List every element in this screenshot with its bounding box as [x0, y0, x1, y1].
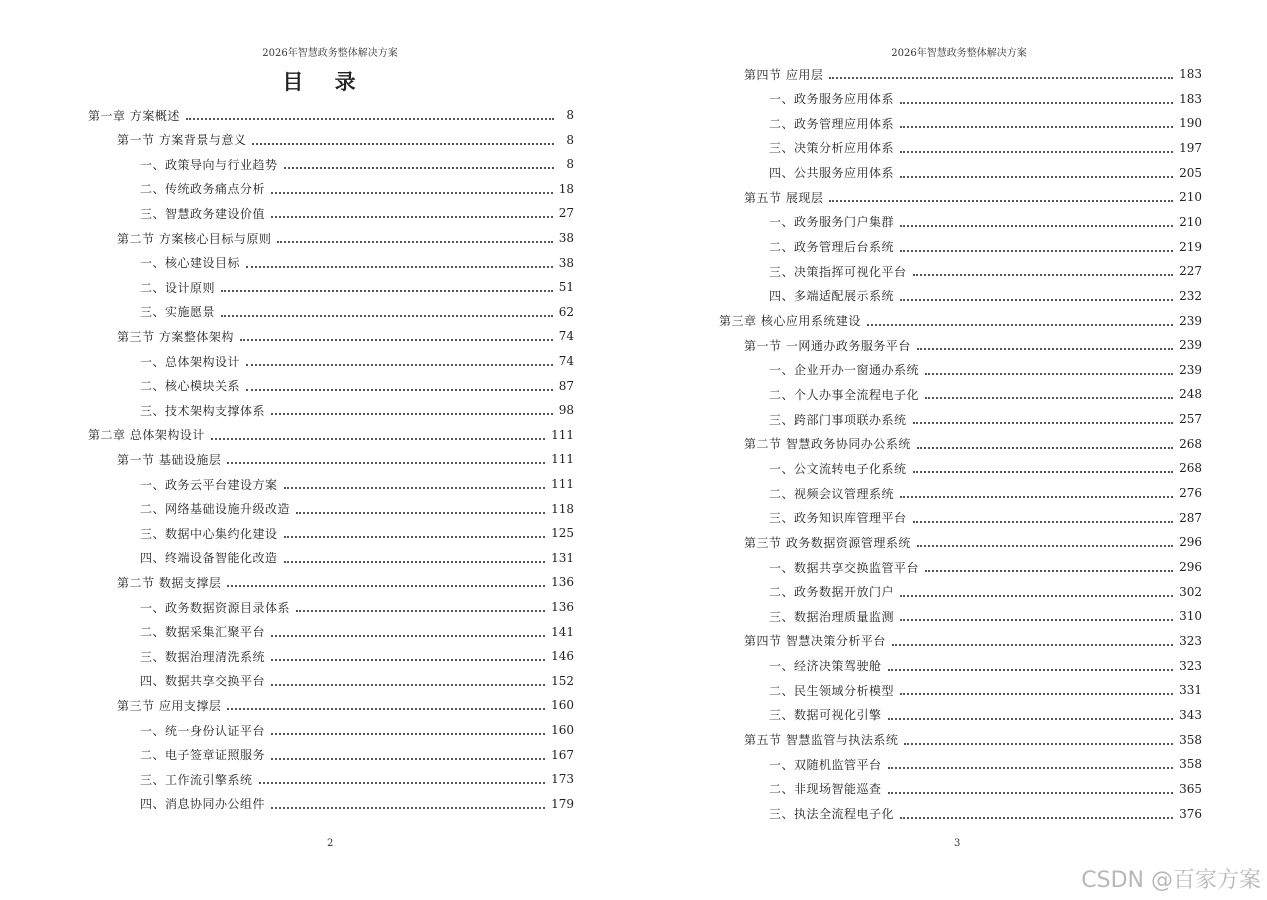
toc-entry-page: 323	[1179, 658, 1202, 673]
page-number: 3	[954, 838, 961, 849]
toc-entry-page: 131	[551, 550, 574, 565]
toc-entry-page: 287	[1179, 510, 1202, 525]
toc-entry-page: 239	[1179, 338, 1202, 353]
toc-entry-page: 179	[551, 796, 574, 811]
toc-entry-item	[140, 671, 574, 691]
dot-leader	[277, 241, 552, 243]
toc-entry-page: 358	[1179, 757, 1202, 772]
toc-entry-label: 第三节 应用支撑层	[117, 698, 222, 713]
toc-entry-label: 三、技术架构支撑体系	[140, 403, 266, 418]
toc-entry-item	[140, 400, 574, 420]
toc-entry-item	[140, 154, 574, 174]
toc-entry-label: 一、政务服务门户集群	[769, 215, 895, 230]
toc-entry-label: 二、视频会议管理系统	[769, 486, 895, 501]
watermark: CSDN @百家方案	[1081, 868, 1261, 893]
toc-entry-item	[140, 179, 574, 199]
toc-entry-item	[769, 89, 1202, 109]
toc-entry-item	[140, 302, 574, 322]
toc-entry-item	[769, 656, 1202, 676]
toc-title: 目 录	[282, 69, 368, 94]
toc-entry-page: 197	[1179, 140, 1202, 155]
toc-entry-label: 一、政务云平台建设方案	[140, 477, 278, 492]
toc-entry-page: 167	[551, 747, 574, 762]
dot-leader	[900, 102, 1173, 104]
toc-entry-page: 74	[558, 329, 574, 344]
toc-entry-item	[769, 384, 1202, 404]
toc-entry-label: 三、数据中心集约化建设	[140, 526, 278, 541]
toc-entry-label: 第一节 一网通办政务服务平台	[744, 338, 911, 353]
dot-leader	[271, 216, 553, 218]
toc-entry-label: 一、政策导向与行业趋势	[140, 157, 278, 172]
toc-entry-item	[769, 705, 1202, 725]
toc-entry-section	[117, 228, 574, 248]
toc-entry-label: 二、民生领域分析模型	[769, 683, 895, 698]
dot-leader	[925, 373, 1173, 375]
toc-entry-item	[769, 804, 1202, 824]
toc-entry-label: 一、统一身份认证平台	[140, 723, 266, 738]
toc-entry-page: 160	[551, 698, 574, 713]
dot-leader	[888, 767, 1174, 769]
page-number: 2	[327, 838, 334, 849]
dot-leader	[271, 684, 545, 686]
toc-entry-page: 239	[1179, 362, 1202, 377]
toc-entry-label: 第二章 总体架构设计	[88, 428, 205, 443]
toc-entry-page: 190	[1179, 116, 1202, 131]
toc-entry-label: 一、核心建设目标	[140, 256, 241, 271]
dot-leader	[284, 561, 546, 563]
dot-leader	[900, 619, 1173, 621]
toc-entry-page: 8	[566, 132, 574, 147]
dot-leader	[284, 167, 554, 169]
toc-entry-item	[140, 622, 574, 642]
toc-entry-item	[769, 483, 1202, 503]
toc-entry-label: 第二节 智慧政务协同办公系统	[744, 437, 911, 452]
toc-entry-label: 三、决策分析应用体系	[769, 141, 895, 156]
toc-entry-page: 38	[558, 255, 574, 270]
toc-entry-label: 一、总体架构设计	[140, 354, 241, 369]
toc-entry-label: 二、电子签章证照服务	[140, 748, 266, 763]
dot-leader	[900, 595, 1173, 597]
toc-entry-item	[769, 582, 1202, 602]
toc-entry-page: 152	[551, 673, 574, 688]
toc-entry-page: 111	[551, 427, 574, 442]
dot-leader	[271, 413, 553, 415]
toc-entry-page: 38	[558, 231, 574, 245]
dot-leader	[900, 250, 1173, 252]
toc-entry-page: 268	[1179, 461, 1202, 476]
dot-leader	[900, 176, 1173, 178]
toc-entry-page: 219	[1179, 239, 1202, 254]
toc-entry-item	[769, 237, 1202, 257]
toc-entry-label: 三、执法全流程电子化	[769, 807, 895, 821]
toc-entry-page: 74	[558, 354, 574, 368]
dot-leader	[221, 290, 553, 292]
toc-entry-label: 二、政务管理后台系统	[769, 240, 895, 255]
toc-entry-item	[140, 769, 574, 789]
toc-entry-label: 三、数据治理质量监测	[769, 609, 895, 624]
toc-entry-item	[140, 474, 574, 494]
toc-entry-page: 125	[551, 526, 574, 541]
dot-leader	[271, 192, 553, 194]
dot-leader	[888, 718, 1174, 720]
dot-leader	[829, 77, 1173, 79]
toc-entry-label: 二、政务数据开放门户	[769, 585, 895, 600]
toc-entry-page: 227	[1179, 264, 1202, 279]
toc-entry-label: 一、数据共享交换监管平台	[769, 560, 920, 575]
toc-entry-page: 257	[1179, 412, 1202, 427]
dot-leader	[900, 496, 1173, 498]
dot-leader	[246, 364, 553, 366]
toc-entry-label: 第二节 方案核心目标与原则	[117, 231, 272, 246]
toc-entry-item	[769, 458, 1202, 478]
dot-leader	[284, 536, 546, 538]
toc-entry-item	[769, 261, 1202, 281]
toc-entry-section	[744, 434, 1202, 454]
toc-entry-section	[744, 532, 1202, 552]
toc-entry-item	[140, 720, 574, 740]
toc-entry-page: 232	[1179, 288, 1202, 303]
toc-entry-page: 358	[1179, 732, 1202, 747]
dot-leader	[900, 225, 1173, 227]
dot-leader	[900, 151, 1173, 153]
toc-entry-label: 四、公共服务应用体系	[769, 166, 895, 181]
toc-entry-item	[140, 203, 574, 223]
toc-entry-page: 365	[1179, 781, 1202, 796]
toc-entry-item	[769, 508, 1202, 528]
toc-entry-label: 三、数据可视化引擎	[769, 708, 882, 723]
dot-leader	[259, 782, 546, 784]
dot-leader	[252, 143, 554, 145]
toc-entry-page: 296	[1179, 560, 1202, 574]
dot-leader	[917, 447, 1173, 449]
toc-entry-item	[140, 253, 574, 273]
dot-leader	[904, 743, 1173, 745]
toc-entry-page: 183	[1179, 91, 1202, 106]
toc-entry-label: 四、数据共享交换平台	[140, 674, 266, 689]
toc-entry-page: 239	[1179, 313, 1202, 328]
dot-leader	[900, 817, 1173, 819]
toc-entry-item	[769, 409, 1202, 429]
toc-entry-label: 二、设计原则	[140, 280, 216, 295]
toc-entry-label: 第一章 方案概述	[88, 108, 180, 123]
toc-entry-section	[117, 326, 574, 346]
toc-entry-page: 27	[558, 206, 574, 221]
toc-entry-page: 302	[1179, 584, 1202, 599]
toc-entry-page: 160	[551, 723, 574, 737]
right-page	[634, 0, 1267, 900]
toc-entry-item	[140, 745, 574, 765]
toc-entry-label: 二、核心模块关系	[140, 379, 241, 394]
toc-entry-item	[140, 351, 574, 371]
dot-leader	[296, 512, 545, 514]
dot-leader	[900, 299, 1173, 301]
toc-entry-label: 三、跨部门事项联办系统	[769, 412, 907, 427]
toc-entry-item	[769, 557, 1202, 577]
toc-entry-label: 第三节 方案整体架构	[117, 329, 234, 344]
toc-entry-page: 136	[551, 600, 574, 614]
dot-leader	[227, 462, 545, 464]
toc-entry-label: 四、消息协同办公组件	[140, 797, 266, 812]
dot-leader	[888, 669, 1174, 671]
toc-entry-page: 111	[551, 452, 574, 467]
page-header: 2026年智慧政务整体解决方案	[262, 48, 398, 59]
toc-entry-item	[140, 499, 574, 519]
toc-entry-label: 第四节 应用层	[744, 67, 824, 82]
toc-entry-item	[769, 606, 1202, 626]
toc-entry-page: 118	[551, 501, 574, 516]
toc-entry-label: 第四节 智慧决策分析平台	[744, 634, 886, 649]
toc-entry-label: 二、政务管理应用体系	[769, 116, 895, 131]
toc-entry-section	[744, 335, 1202, 355]
toc-entry-page: 210	[1179, 190, 1202, 205]
toc-entry-item	[769, 754, 1202, 774]
toc-entry-item	[140, 794, 574, 814]
toc-entry-page: 146	[551, 649, 574, 664]
toc-entry-label: 第一节 基础设施层	[117, 452, 222, 467]
toc-entry-page: 323	[1179, 633, 1202, 648]
toc-entry-label: 三、政务知识库管理平台	[769, 511, 907, 526]
dot-leader	[900, 126, 1173, 128]
dot-leader	[271, 758, 545, 760]
toc-entry-item	[769, 360, 1202, 380]
toc-entry-item	[769, 163, 1202, 183]
toc-entry-page: 62	[558, 304, 574, 319]
toc-entry-page: 18	[558, 181, 574, 196]
dot-leader	[925, 570, 1173, 572]
dot-leader	[211, 438, 545, 440]
toc-entry-item	[140, 523, 574, 543]
toc-entry-page: 173	[551, 772, 574, 787]
toc-entry-chapter	[88, 425, 574, 445]
toc-entry-label: 四、终端设备智能化改造	[140, 551, 278, 566]
toc-entry-section	[117, 572, 574, 592]
toc-entry-item	[769, 680, 1202, 700]
toc-entry-section	[744, 187, 1202, 207]
toc-entry-label: 三、数据治理清洗系统	[140, 649, 266, 664]
toc-entry-label: 第二节 数据支撑层	[117, 575, 222, 590]
toc-entry-label: 一、政务数据资源目录体系	[140, 600, 291, 615]
toc-entry-item	[769, 138, 1202, 158]
toc-entry-item	[769, 113, 1202, 133]
toc-entry-section	[117, 130, 574, 150]
dot-leader	[888, 792, 1174, 794]
dot-leader	[296, 610, 545, 612]
toc-entry-label: 一、双随机监管平台	[769, 757, 882, 772]
toc-entry-page: 268	[1179, 436, 1202, 451]
toc-entry-page: 210	[1179, 214, 1202, 229]
toc-entry-section	[744, 631, 1202, 651]
toc-entry-section	[117, 695, 574, 715]
toc-entry-label: 二、传统政务痛点分析	[140, 182, 266, 197]
toc-entry-chapter	[719, 311, 1202, 331]
toc-entry-section	[744, 730, 1202, 750]
toc-entry-item	[140, 548, 574, 568]
toc-entry-label: 一、政务服务应用体系	[769, 92, 895, 107]
dot-leader	[913, 471, 1174, 473]
dot-leader	[917, 348, 1173, 350]
toc-entry-label: 一、公文流转电子化系统	[769, 461, 907, 476]
toc-entry-page: 8	[566, 157, 574, 172]
toc-entry-label: 二、数据采集汇聚平台	[140, 625, 266, 640]
page-header: 2026年智慧政务整体解决方案	[891, 48, 1027, 59]
toc-entry-page: 343	[1179, 707, 1202, 722]
dot-leader	[925, 397, 1173, 399]
toc-entry-section	[117, 449, 574, 469]
dot-leader	[271, 635, 545, 637]
dot-leader	[892, 644, 1173, 646]
dot-leader	[227, 708, 545, 710]
toc-entry-item	[140, 597, 574, 617]
toc-entry-label: 三、工作流引擎系统	[140, 772, 253, 787]
dot-leader	[913, 274, 1174, 276]
toc-entry-label: 三、智慧政务建设价值	[140, 206, 266, 221]
toc-entry-page: 248	[1179, 387, 1202, 402]
toc-entry-label: 第一节 方案背景与意义	[117, 133, 247, 148]
toc-entry-label: 二、网络基础设施升级改造	[140, 502, 291, 517]
toc-entry-label: 四、多端适配展示系统	[769, 289, 895, 304]
toc-entry-page: 276	[1179, 486, 1202, 501]
dot-leader	[271, 807, 545, 809]
dot-leader	[246, 266, 553, 268]
toc-entry-label: 第三节 政务数据资源管理系统	[744, 535, 911, 550]
toc-entry-page: 136	[551, 575, 574, 590]
toc-entry-page: 331	[1179, 683, 1202, 698]
toc-entry-label: 三、决策指挥可视化平台	[769, 264, 907, 279]
dot-leader	[913, 521, 1174, 523]
dot-leader	[271, 733, 545, 735]
toc-entry-page: 98	[558, 403, 574, 418]
toc-entry-page: 376	[1179, 806, 1202, 821]
dot-leader	[227, 585, 545, 587]
toc-entry-item	[769, 212, 1202, 232]
toc-entry-item	[140, 646, 574, 666]
toc-entry-page: 296	[1179, 535, 1202, 550]
toc-entry-page: 183	[1179, 67, 1202, 81]
toc-entry-chapter	[88, 105, 574, 125]
toc-entry-label: 三、实施愿景	[140, 305, 216, 320]
toc-entry-page: 87	[558, 378, 574, 393]
dot-leader	[240, 339, 553, 341]
toc-entry-section	[744, 64, 1202, 84]
toc-entry-page: 310	[1179, 609, 1202, 624]
dot-leader	[284, 487, 546, 489]
toc-entry-page: 8	[566, 108, 574, 122]
toc-entry-label: 第三章 核心应用系统建设	[719, 314, 861, 328]
toc-entry-item	[140, 277, 574, 297]
toc-entry-label: 一、企业开办一窗通办系统	[769, 363, 920, 378]
dot-leader	[913, 422, 1174, 424]
toc-entry-label: 第五节 展现层	[744, 190, 824, 205]
toc-entry-page: 205	[1179, 165, 1202, 180]
dot-leader	[900, 693, 1173, 695]
toc-entry-page: 141	[551, 624, 574, 639]
dot-leader	[917, 545, 1173, 547]
toc-entry-page: 51	[558, 280, 574, 295]
dot-leader	[829, 200, 1173, 202]
dot-leader	[867, 324, 1173, 326]
toc-entry-label: 二、非现场智能巡查	[769, 782, 882, 797]
toc-entry-item	[769, 286, 1202, 306]
dot-leader	[246, 389, 553, 391]
toc-entry-page: 111	[551, 477, 574, 491]
toc-entry-label: 第五节 智慧监管与执法系统	[744, 733, 899, 748]
toc-entry-item	[140, 376, 574, 396]
dot-leader	[271, 659, 545, 661]
toc-entry-item	[769, 779, 1202, 799]
toc-entry-label: 二、个人办事全流程电子化	[769, 387, 920, 402]
dot-leader	[221, 315, 553, 317]
toc-entry-label: 一、经济决策驾驶舱	[769, 659, 882, 674]
dot-leader	[186, 118, 554, 120]
